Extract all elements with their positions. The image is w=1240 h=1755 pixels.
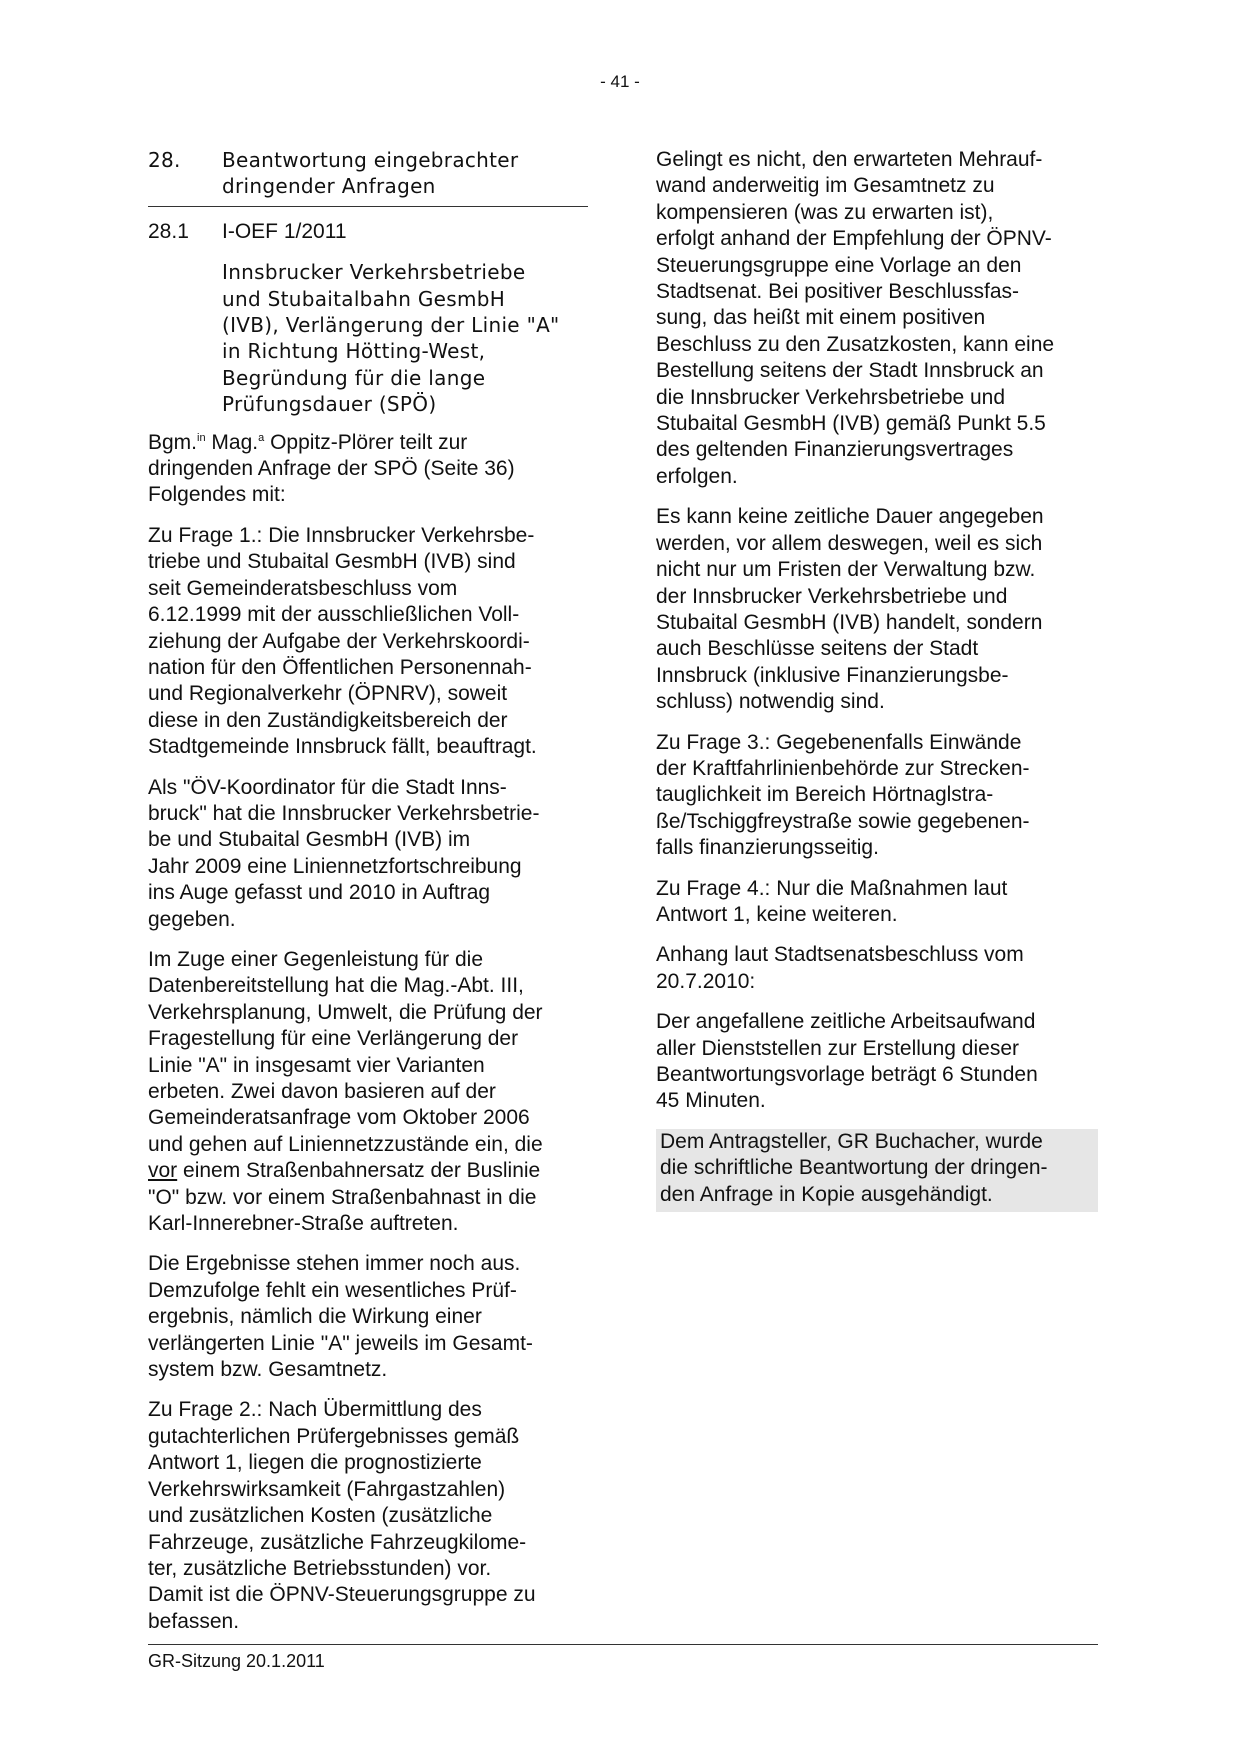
subject-line: Innsbrucker Verkehrsbetriebe	[222, 260, 526, 285]
paragraph-line: Jahr 2009 eine Liniennetzfortschreibung	[148, 854, 522, 878]
paragraph-line: Stubaital GesmbH (IVB) gemäß Punkt 5.5	[656, 412, 1046, 436]
paragraph-line: Gelingt es nicht, den erwarteten Mehrauf-	[656, 148, 1043, 171]
paragraph-line: Stadtsenat. Bei positiver Beschlussfas-	[656, 280, 1020, 304]
subject-line: in Richtung Hötting-West,	[222, 339, 486, 364]
paragraph-line: ergebnis, nämlich die Wirkung einer	[148, 1305, 482, 1329]
line-rest: einem Straßenbahnersatz der Buslinie	[177, 1159, 541, 1183]
paragraph-line: gegeben.	[148, 907, 236, 931]
subitem-number: 28.1	[148, 219, 189, 243]
left-paragraphs	[148, 523, 588, 933]
paragraph	[148, 523, 588, 761]
paragraph	[656, 942, 1098, 995]
paragraph-line: Es kann keine zeitliche Dauer angegeben	[656, 505, 1044, 529]
paragraph-line: der Innsbrucker Verkehrsbetriebe und	[656, 584, 1008, 608]
subject-line: (IVB), Verlängerung der Linie "A"	[222, 313, 560, 338]
underlined-word: vor	[148, 1159, 178, 1183]
paragraph	[656, 147, 1098, 490]
paragraph-line: Damit ist die ÖPNV-Steuerungsgruppe zu	[148, 1583, 536, 1607]
paragraph-line: werden, vor allem deswegen, weil es sich	[656, 531, 1043, 555]
paragraph-line: Zu Frage 4.: Nur die Maßnahmen laut	[656, 876, 1008, 900]
intro-paragraph	[148, 430, 588, 509]
paragraph-line: diese in den Zuständigkeitsbereich der	[148, 708, 508, 732]
paragraph	[148, 1397, 588, 1635]
paragraph-line: den Anfrage in Kopie ausgehändigt.	[660, 1182, 993, 1206]
bgm-abbrev: Bgm.	[148, 430, 198, 454]
paragraph-line: Stubaital GesmbH (IVB) handelt, sondern	[656, 610, 1043, 634]
paragraph-line: verlängerten Linie "A" jeweils im Gesamt-	[148, 1331, 533, 1355]
paragraph-line: nicht nur um Fristen der Verwaltung bzw.	[656, 558, 1036, 582]
paragraph-line: Die Ergebnisse stehen immer noch aus.	[148, 1252, 521, 1276]
paragraph-line: be und Stubaital GesmbH (IVB) im	[148, 828, 471, 852]
subitem-id: I-OEF 1/2011	[222, 219, 347, 243]
subitem-subject	[222, 259, 588, 417]
paragraph-line: ins Auge gefasst und 2010 in Auftrag	[148, 881, 491, 905]
paragraph	[148, 775, 588, 933]
paragraph-line: Demzufolge fehlt ein wesentliches Prüf-	[148, 1278, 517, 1302]
paragraph-line: kompensieren (was zu erwarten ist),	[656, 200, 994, 224]
paragraph-line: Gemeinderatsanfrage vom Oktober 2006	[148, 1106, 530, 1130]
intro-line: Folgendes mit:	[148, 483, 286, 507]
paragraph-line: auch Beschlüsse seitens der Stadt	[656, 637, 979, 661]
paragraph-line: 20.7.2010:	[656, 969, 756, 993]
paragraph-line: Dem Antragsteller, GR Buchacher, wurde	[660, 1129, 1043, 1153]
paragraph-line: ziehung der Aufgabe der Verkehrskoordi-	[148, 629, 530, 653]
paragraph	[148, 947, 588, 1237]
paragraph-lines	[148, 947, 588, 1158]
paragraph-line: Anhang laut Stadtsenatsbeschluss vom	[656, 943, 1024, 967]
paragraph-line: Zu Frage 3.: Gegebenenfalls Einwände	[656, 730, 1022, 754]
bgm-superscript: in	[197, 431, 206, 444]
footer-rule	[148, 1644, 1098, 1645]
paragraph	[656, 730, 1098, 862]
paragraph-line: Antwort 1, liegen die prognostizierte	[148, 1451, 482, 1475]
highlighted-paragraph	[656, 1129, 1098, 1212]
paragraph-line: Bestellung seitens der Stadt Innsbruck an	[656, 359, 1044, 383]
intro-line	[148, 430, 588, 456]
paragraph-line: Verkehrsplanung, Umwelt, die Prüfung der	[148, 1000, 543, 1024]
paragraph-line: Beschluss zu den Zusatzkosten, kann eine	[656, 332, 1055, 356]
paragraph-line: Im Zuge einer Gegenleistung für die	[148, 947, 484, 971]
paragraph-line: erbeten. Zwei davon basieren auf der	[148, 1080, 496, 1103]
paragraph-line: ter, zusätzliche Betriebsstunden) vor.	[148, 1556, 492, 1580]
paragraph-line: bruck" hat die Innsbrucker Verkehrsbetrie-	[148, 801, 540, 825]
paragraph	[656, 504, 1098, 715]
paragraph-line: tauglichkeit im Bereich Hörtnaglstra-	[656, 783, 994, 807]
paragraph-line: ße/Tschiggfreystraße sowie gegebenen-	[656, 809, 1030, 833]
paragraph-line: Als "ÖV-Koordinator für die Stadt Inns-	[148, 775, 507, 799]
paragraph-line: der Kraftfahrlinienbehörde zur Strecken-	[656, 756, 1030, 780]
item-title-line: Beantwortung eingebrachter	[222, 148, 519, 172]
paragraph-line: Beantwortungsvorlage beträgt 6 Stunden	[656, 1063, 1038, 1086]
paragraph-line: Steuerungsgruppe eine Vorlage an den	[656, 253, 1022, 277]
paragraph-line: Karl-Innerebner-Straße auftreten.	[148, 1212, 459, 1236]
paragraph-line: des geltenden Finanzierungsvertrages	[656, 438, 1014, 462]
left-column	[148, 147, 588, 1649]
paragraph-line: befassen.	[148, 1609, 240, 1633]
paragraph-line: die Innsbrucker Verkehrsbetriebe und	[656, 385, 1006, 409]
paragraph-line: nation für den Öffentlichen Personennah-	[148, 655, 532, 679]
subject-line: Begründung für die lange	[222, 365, 486, 390]
intro-text: Oppitz-Plörer teilt zur	[264, 430, 468, 454]
paragraph-line: Innsbruck (inklusive Finanzierungsbe-	[656, 663, 1009, 687]
item-title	[222, 147, 518, 200]
paragraph-line: erfolgt anhand der Empfehlung der ÖPNV-	[656, 227, 1052, 251]
paragraph	[656, 876, 1098, 929]
paragraph-line: triebe und Stubaital GesmbH (IVB) sind	[148, 550, 516, 574]
paragraph-line: Datenbereitstellung hat die Mag.-Abt. III,	[148, 974, 524, 998]
paragraph-line: seit Gemeinderatsbeschluss vom	[148, 576, 458, 600]
paragraph-line: Zu Frage 2.: Nach Übermittlung des	[148, 1398, 482, 1422]
mag-superscript: a	[258, 431, 265, 444]
paragraph-line: Fahrzeuge, zusätzliche Fahrzeugkilome-	[148, 1530, 527, 1554]
left-paragraphs	[148, 1251, 588, 1635]
item-title-line: dringender Anfragen	[222, 174, 436, 199]
paragraph-line: gutachterlichen Prüfergebnisses gemäß	[148, 1424, 520, 1448]
paragraph	[656, 1009, 1098, 1115]
paragraph-line: und gehen auf Liniennetzzustände ein, die	[148, 1132, 543, 1156]
right-paragraphs	[656, 147, 1098, 1115]
paragraph	[148, 1251, 588, 1383]
paragraph-line: erfolgen.	[656, 464, 738, 488]
paragraph-line: und Regionalverkehr (ÖPNRV), soweit	[148, 682, 508, 706]
paragraph-lines	[148, 1185, 588, 1238]
paragraph-line: Stadtgemeinde Innsbruck fällt, beauftragt.	[148, 735, 537, 759]
paragraph-line: aller Dienststellen zur Erstellung dieser	[656, 1036, 1019, 1060]
item-number: 28.	[148, 148, 181, 172]
paragraph-line: Zu Frage 1.: Die Innsbrucker Verkehrsbe-	[148, 523, 535, 547]
paragraph-line: Verkehrswirksamkeit (Fahrgastzahlen)	[148, 1477, 506, 1501]
paragraph-line: Fragestellung für eine Verlängerung der	[148, 1027, 519, 1051]
paragraph-line: 6.12.1999 mit der ausschließlichen Voll-	[148, 603, 520, 627]
paragraph-line: wand anderweitig im Gesamtnetz zu	[656, 174, 995, 198]
mag-abbrev: Mag.	[205, 430, 259, 454]
paragraph-line: system bzw. Gesamtnetz.	[148, 1358, 388, 1382]
item-heading	[148, 147, 588, 207]
intro-line: dringenden Anfrage der SPÖ (Seite 36)	[148, 457, 515, 481]
paragraph-line: falls finanzierungsseitig.	[656, 836, 879, 860]
subject-line: Prüfungsdauer (SPÖ)	[222, 392, 437, 417]
paragraph-line: Der angefallene zeitliche Arbeitsaufwand	[656, 1010, 1036, 1034]
paragraph-line: und zusätzlichen Kosten (zusätzliche	[148, 1504, 493, 1528]
page-number: - 41 -	[600, 72, 640, 91]
subject-line: und Stubaitalbahn GesmbH	[222, 286, 506, 311]
paragraph-line: 45 Minuten.	[656, 1089, 766, 1113]
subitem-heading	[148, 219, 588, 245]
paragraph-line: "O" bzw. vor einem Straßenbahnast in die	[148, 1185, 537, 1209]
right-column	[656, 147, 1098, 1226]
paragraph-line: sung, das heißt mit einem positiven	[656, 306, 986, 330]
paragraph-line: Linie "A" in insgesamt vier Varianten	[148, 1053, 485, 1077]
paragraph-line: schluss) notwendig sind.	[656, 690, 885, 714]
paragraph-line: Antwort 1, keine weiteren.	[656, 902, 898, 926]
paragraph-line	[148, 1158, 588, 1184]
footer: GR-Sitzung 20.1.2011	[148, 1651, 325, 1671]
paragraph-line: die schriftliche Beantwortung der dringen-	[660, 1156, 1048, 1180]
